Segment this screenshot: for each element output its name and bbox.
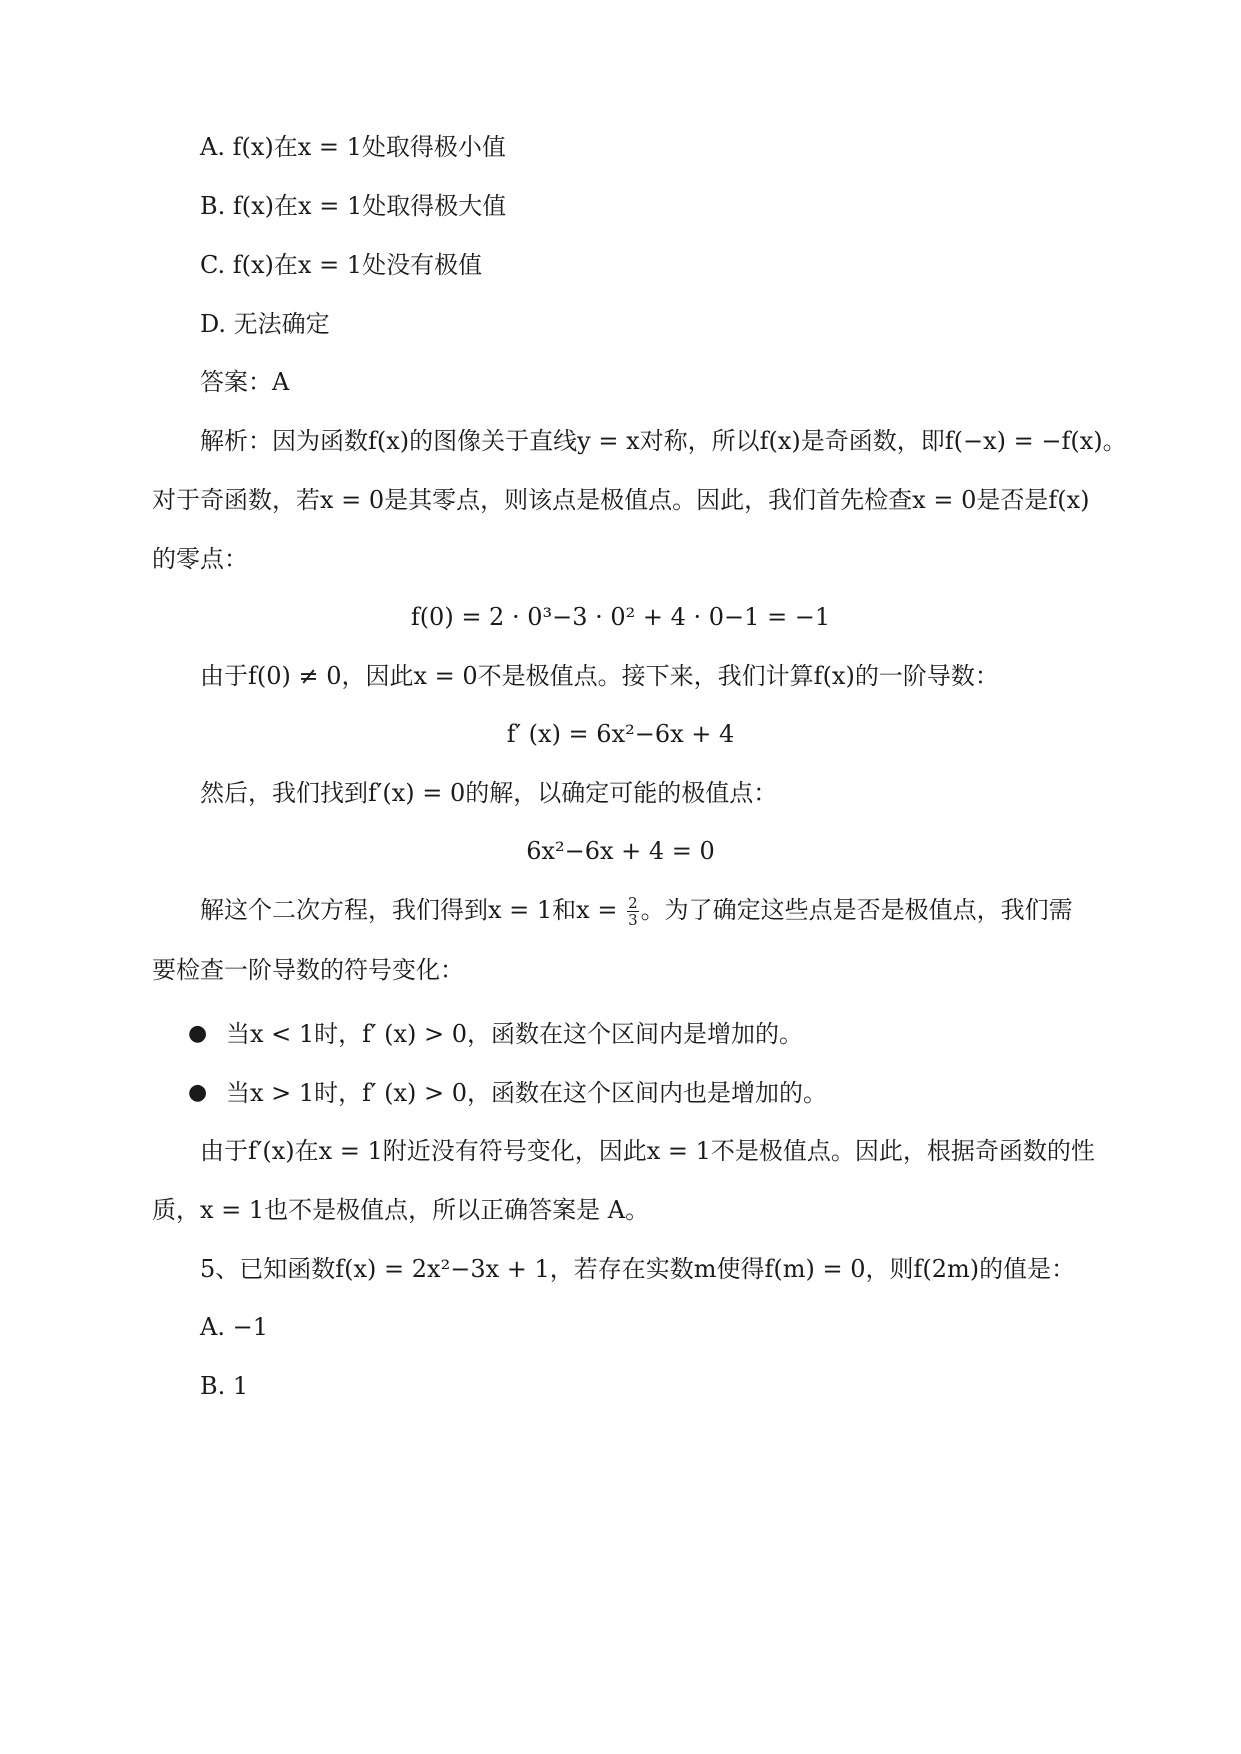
bullet-item: 当x > 1时，f′ (x) > 0，函数在这个区间内也是增加的。 xyxy=(226,1079,828,1107)
fraction-denominator: 3 xyxy=(628,911,638,929)
fraction-two-thirds xyxy=(627,895,639,928)
answer-line: 答案：A xyxy=(200,368,290,396)
analysis-paragraph-3: 然后，我们找到f′(x) = 0的解，以确定可能的极值点： xyxy=(200,779,778,807)
paragraph-4-text-before: 解这个二次方程，我们得到x = 1和x = xyxy=(200,896,626,924)
analysis-paragraph-5-line-1: 由于f′(x)在x = 1附近没有符号变化，因此x = 1不是极值点。因此，根据奇函数的性 xyxy=(200,1137,1095,1165)
analysis-paragraph-1-line-1: 解析：因为函数f(x)的图像关于直线y = x对称，所以f(x)是奇函数，即f(−x) = −f(x)。 xyxy=(200,427,1127,455)
analysis-paragraph-4-line-2: 要检查一阶导数的符号变化： xyxy=(152,956,464,984)
analysis-paragraph-2: 由于f(0) ≠ 0，因此x = 0不是极值点。接下来，我们计算f(x)的一阶导数： xyxy=(200,662,999,690)
question-5-option-a: A. −1 xyxy=(200,1313,268,1341)
equation-quadratic: 6x²−6x + 4 = 0 xyxy=(526,837,715,865)
analysis-paragraph-1-line-2: 对于奇函数，若x = 0是其零点，则该点是极值点。因此，我们首先检查x = 0是否是f(x) xyxy=(152,486,1090,514)
question-5-stem: 5、已知函数f(x) = 2x²−3x + 1，若存在实数m使得f(m) = 0，则f(2m)的值是： xyxy=(200,1255,1076,1283)
option-c: C. f(x)在x = 1处没有极值 xyxy=(200,251,483,279)
paragraph-4-text-after: 。为了确定这些点是否是极值点，我们需 xyxy=(640,896,1073,924)
option-d: D. 无法确定 xyxy=(200,310,330,338)
option-b: B. f(x)在x = 1处取得极大值 xyxy=(200,192,507,220)
analysis-paragraph-5-line-2: 质，x = 1也不是极值点，所以正确答案是 A。 xyxy=(152,1196,650,1224)
bullet-item: 当x < 1时，f′ (x) > 0，函数在这个区间内是增加的。 xyxy=(226,1020,804,1048)
option-a: A. f(x)在x = 1处取得极小值 xyxy=(200,133,506,161)
bullet-marker: ● xyxy=(188,1021,208,1046)
question-5-option-b: B. 1 xyxy=(200,1372,249,1400)
bullet-marker: ● xyxy=(188,1080,208,1105)
analysis-paragraph-4-line-1 xyxy=(200,890,1073,930)
analysis-paragraph-1-line-3: 的零点： xyxy=(152,545,248,573)
fraction-numerator: 2 xyxy=(628,894,638,912)
equation-derivative: f′ (x) = 6x²−6x + 4 xyxy=(506,720,735,748)
equation-f0: f(0) = 2 · 0³−3 · 0² + 4 · 0−1 = −1 xyxy=(410,603,831,631)
